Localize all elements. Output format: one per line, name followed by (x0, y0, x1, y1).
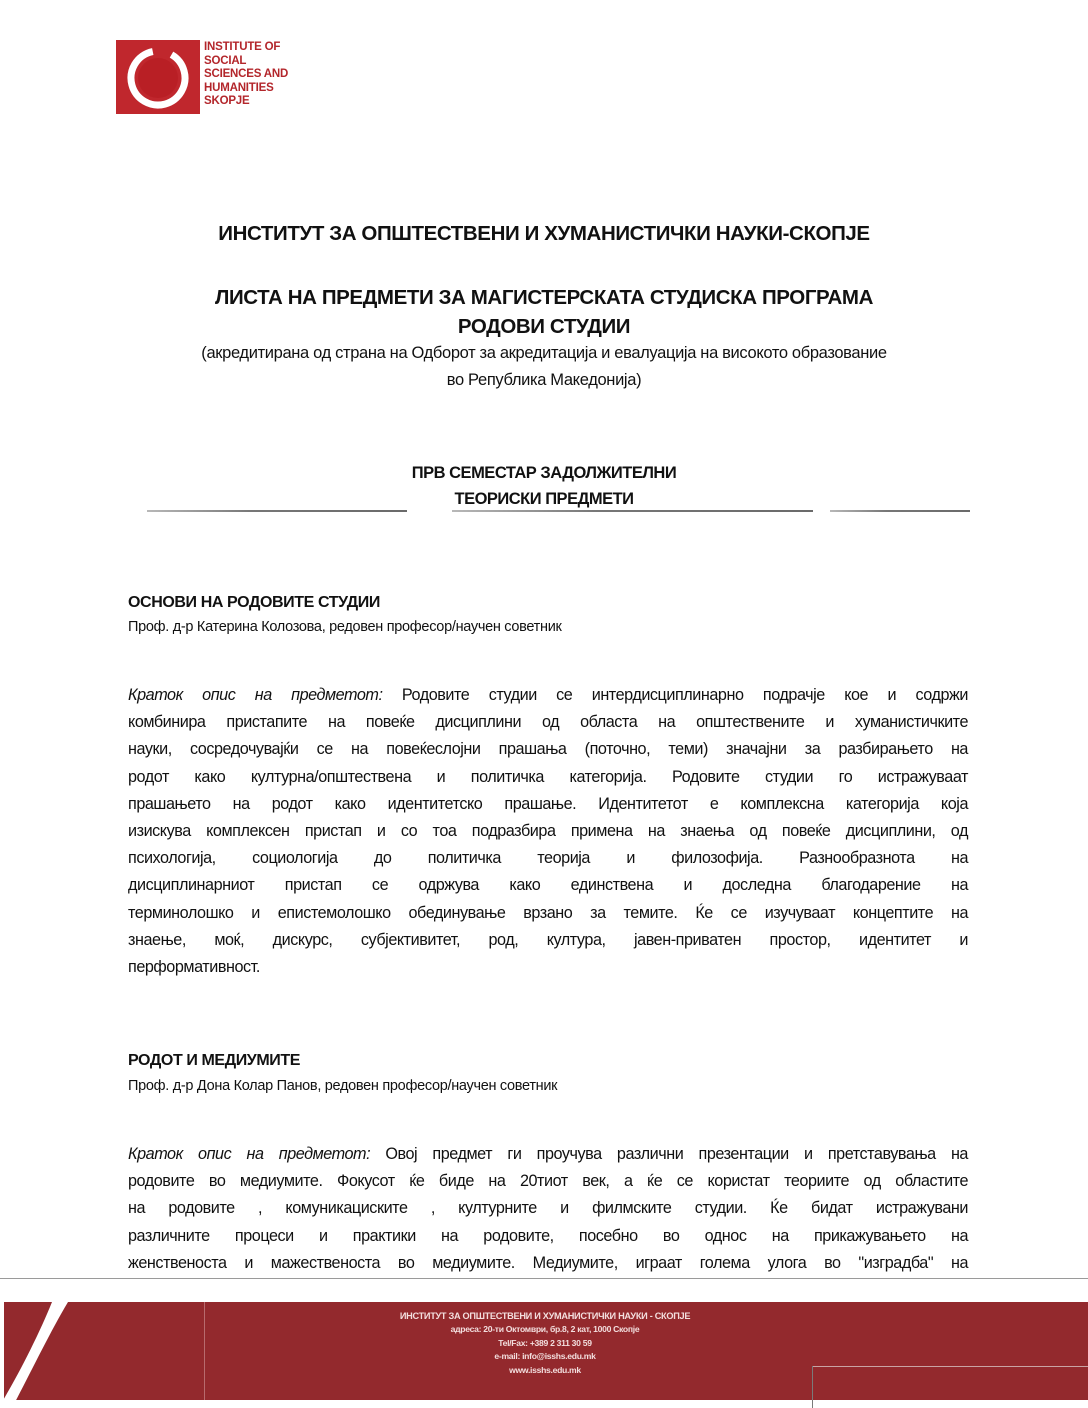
course-title: РОДОТ И МЕДИУМИТЕ (128, 1052, 301, 1069)
logo-line: SKOPJE (204, 95, 250, 107)
description-line: прашањето на родот како идентитетско прашање. Идентитетот е комплексна категорија која (128, 794, 968, 813)
course-description (128, 682, 968, 981)
logo-wordmark (204, 40, 288, 114)
description-label: Краток опис на предметот: (128, 1145, 371, 1163)
footer-contact (300, 1310, 790, 1377)
course-professor: Проф. д-р Дона Колар Панов, редовен професор/научен советник (128, 1078, 558, 1094)
accreditation-note (0, 340, 1088, 394)
logo-line: SOCIAL (204, 54, 247, 67)
description-line: родот како културна/општествена и политичка категорија. Родовите студии го истражуваат (128, 767, 968, 786)
course-professor: Проф. д-р Катерина Колозова, редовен професор/научен советник (128, 619, 562, 635)
logo-line: HUMANITIES (204, 81, 274, 94)
footer-website[interactable]: www.isshs.edu.mk (509, 1364, 581, 1375)
logo-line: INSTITUTE OF (204, 41, 281, 53)
footer-box-line (812, 1366, 813, 1408)
description-line: женственоста и мажественоста во медиумите. Медиумите, играат голема улога во "изградба" на (128, 1253, 968, 1272)
accreditation-line-2: во Република Македонија) (446, 371, 642, 389)
description-line: науки, сосредочувајќи се на повеќеслојни прашања (поточно, теми) значајни за разбирањето на (128, 740, 968, 759)
semester-line-2: ТЕОРИСКИ ПРЕДМЕТИ (454, 490, 634, 508)
footer-phone: Tel/Fax: +389 2 311 30 59 (498, 1337, 592, 1348)
footer-box-line (812, 1366, 1088, 1367)
semester-heading (0, 460, 1088, 512)
footer-email[interactable]: e-mail: info@isshs.edu.mk (494, 1351, 596, 1362)
institute-heading: ИНСТИТУТ ЗА ОПШТЕСТВЕНИ И ХУМАНИСТИЧКИ НАУКИ-СКОПЈЕ (218, 222, 870, 245)
institute-logo (116, 40, 312, 114)
description-text: Овој предмет ги проучува различни презентации и претставувања на (370, 1145, 968, 1163)
footer-column-divider (204, 1302, 205, 1400)
description-line: знаење, моќ, дискурс, субјективитет, род, култура, јавен-приватен простор, идентитет и (128, 930, 968, 949)
footer-institute: ИНСТИТУТ ЗА ОПШТЕСТВЕНИ И ХУМАНИСТИЧКИ НАУКИ - СКОПЈЕ (399, 1311, 691, 1321)
description-line: перформативност. (128, 957, 260, 976)
divider-rule (147, 510, 407, 512)
description-text: Родовите студии се интердисциплинарно подрачје кое и содржи (382, 686, 968, 704)
description-line: родовите во медиумите. Фокусот ќе биде на 20тиот век, а ќе се користат теориите од областите (128, 1172, 968, 1191)
accreditation-line-1: (акредитирана од страна на Одборот за акредитација и евалуација на високото образование (201, 344, 887, 362)
course-description (128, 1141, 968, 1277)
logo-line: SCIENCES AND (204, 68, 289, 80)
program-title: РОДОВИ СТУДИИ (457, 315, 631, 338)
description-line: различните процеси и практики на родовите, посебно во однос на прикажувањето на (128, 1226, 968, 1245)
description-line: дисциплинарниот пристап се одржува како единствена и доследна благодарение на (128, 876, 968, 895)
description-line: терминолошко и епистемолошко обединување врзано за темите. Ќе се изучуваат концептите на (128, 903, 968, 922)
description-line: комбинира пристапите на повеќе дисциплини од областа на општествените и хуманистичките (128, 713, 968, 732)
list-title: ЛИСТА НА ПРЕДМЕТИ ЗА МАГИСТЕРСКАТА СТУДИСКА ПРОГРАМА (214, 286, 874, 309)
description-line: психологија, социологија до политичка теорија и филозофија. Разнообразнота на (128, 849, 968, 868)
logo-ring-icon (116, 40, 200, 114)
semester-line-1: ПРВ СЕМЕСТАР ЗАДОЛЖИТЕЛНИ (411, 464, 677, 482)
document-title (0, 283, 1088, 341)
divider-rule (830, 510, 970, 512)
description-line: изискува комплексен пристап и со тоа подразбира примена на знаења од повеќе дисциплини, од (128, 821, 968, 840)
swoosh-icon (0, 1292, 80, 1408)
course-title: ОСНОВИ НА РОДОВИТЕ СТУДИИ (128, 594, 381, 611)
description-label: Краток опис на предметот: (128, 686, 383, 704)
footer-address: адреса: 20-ти Октомври, бр.8, 2 кат, 1000 Скопје (450, 1324, 640, 1335)
description-line: на родовите , комуникациските , културните и филмските студии. Ќе бидат истражувани (128, 1199, 968, 1218)
divider-rule (452, 510, 813, 512)
footer-divider-rule (0, 1278, 1088, 1279)
